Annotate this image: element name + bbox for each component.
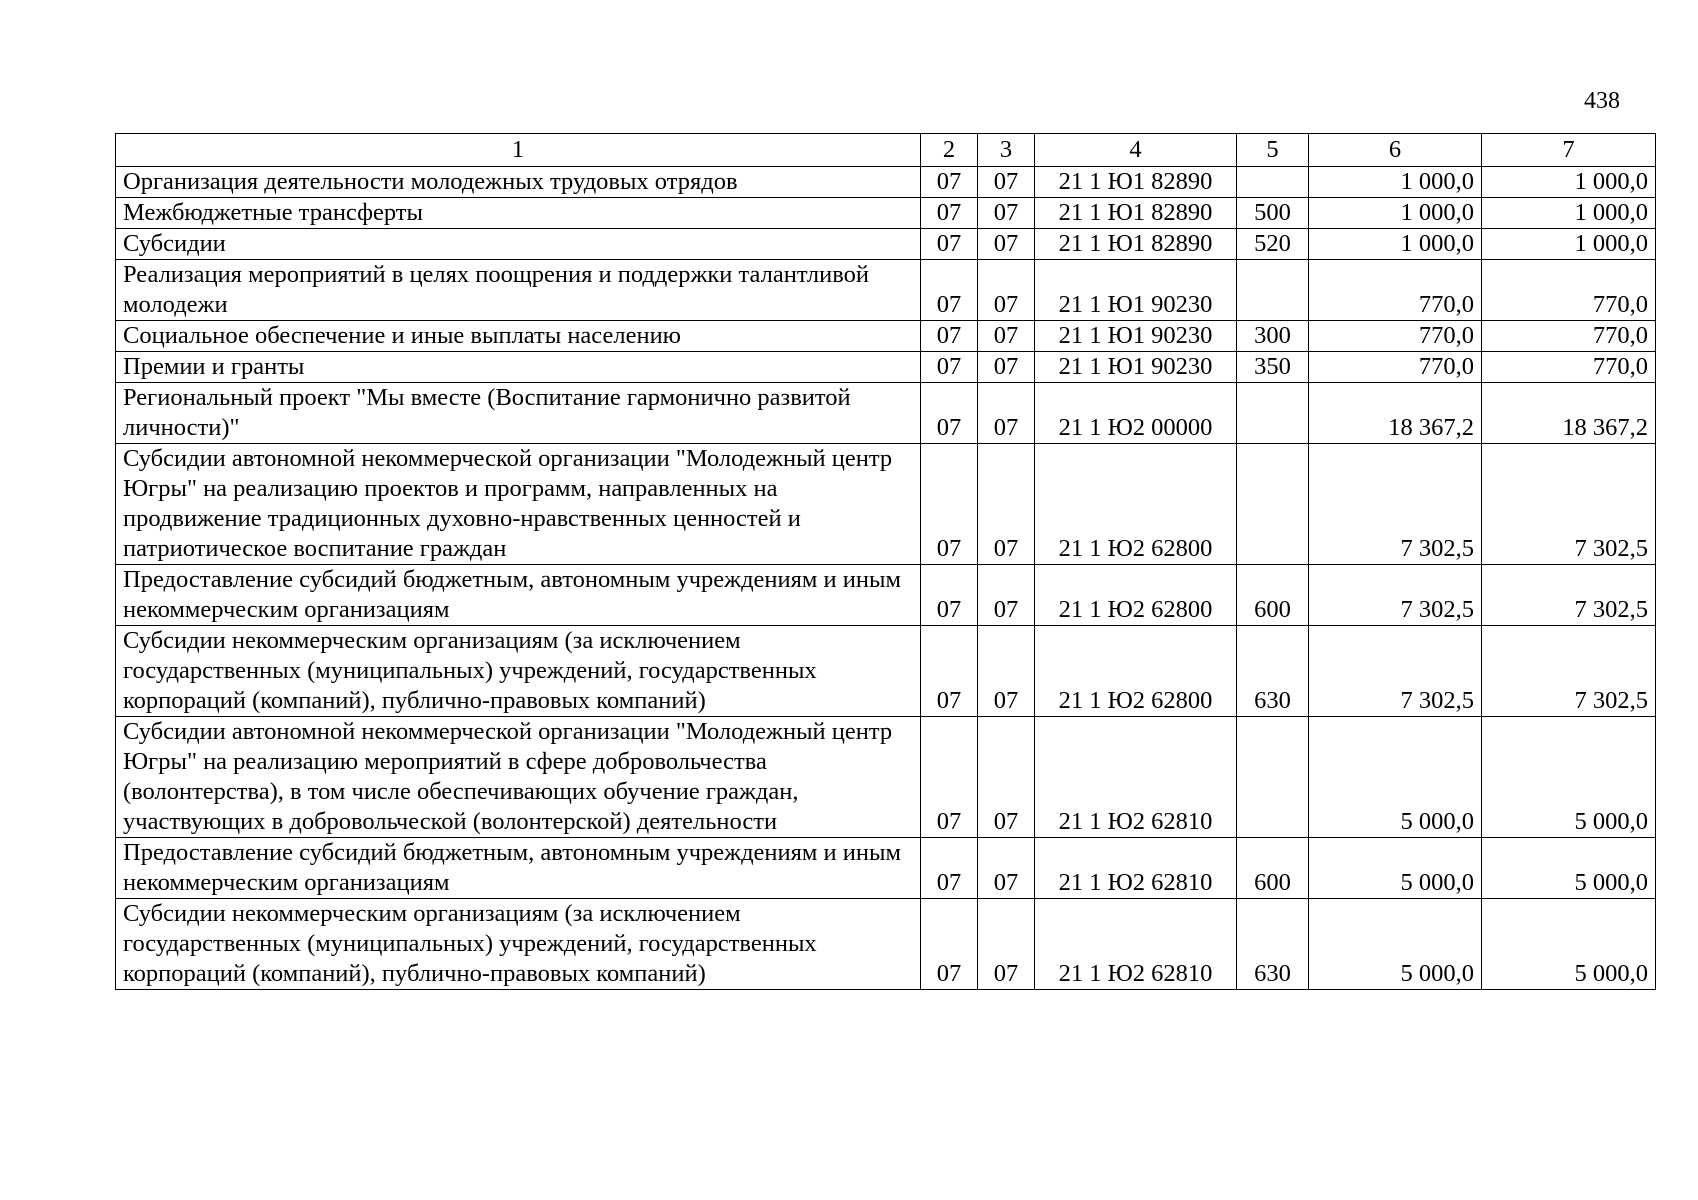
subsection-code: 07 bbox=[978, 899, 1035, 990]
row-name: Социальное обеспечение и иные выплаты населению bbox=[116, 321, 921, 352]
target-article-code: 21 1 Ю1 82890 bbox=[1035, 198, 1237, 229]
target-article-code: 21 1 Ю2 62800 bbox=[1035, 626, 1237, 717]
expense-type-code: 630 bbox=[1237, 626, 1309, 717]
row-name: Премии и гранты bbox=[116, 352, 921, 383]
subsection-code: 07 bbox=[978, 383, 1035, 444]
amount-col-7: 18 367,2 bbox=[1482, 383, 1656, 444]
table-row bbox=[116, 383, 1656, 444]
row-name: Субсидии некоммерческим организациям (за исключением государственных (муниципальных) учреждений, государственных корпораций (компаний), публично-правовых компаний) bbox=[116, 626, 921, 717]
amount-col-7: 770,0 bbox=[1482, 260, 1656, 321]
section-code: 07 bbox=[921, 167, 978, 198]
amount-col-6: 5 000,0 bbox=[1309, 899, 1482, 990]
amount-col-7: 5 000,0 bbox=[1482, 899, 1656, 990]
section-code: 07 bbox=[921, 717, 978, 838]
section-code: 07 bbox=[921, 899, 978, 990]
subsection-code: 07 bbox=[978, 352, 1035, 383]
table-row bbox=[116, 321, 1656, 352]
expense-type-code: 630 bbox=[1237, 899, 1309, 990]
table-row bbox=[116, 717, 1656, 838]
column-header-2: 2 bbox=[921, 134, 978, 167]
subsection-code: 07 bbox=[978, 198, 1035, 229]
amount-col-7: 7 302,5 bbox=[1482, 444, 1656, 565]
row-name: Субсидии автономной некоммерческой организации "Молодежный центр Югры" на реализацию проектов и программ, направленных на продвижение традиционных духовно-нравственных ценностей и патриотическое воспитание граждан bbox=[116, 444, 921, 565]
amount-col-6: 7 302,5 bbox=[1309, 565, 1482, 626]
subsection-code: 07 bbox=[978, 838, 1035, 899]
expense-type-code bbox=[1237, 717, 1309, 838]
amount-col-6: 18 367,2 bbox=[1309, 383, 1482, 444]
table-row bbox=[116, 198, 1656, 229]
target-article-code: 21 1 Ю1 90230 bbox=[1035, 260, 1237, 321]
amount-col-7: 5 000,0 bbox=[1482, 838, 1656, 899]
amount-col-7: 5 000,0 bbox=[1482, 717, 1656, 838]
column-header-1: 1 bbox=[116, 134, 921, 167]
amount-col-7: 1 000,0 bbox=[1482, 229, 1656, 260]
expense-type-code: 500 bbox=[1237, 198, 1309, 229]
amount-col-6: 1 000,0 bbox=[1309, 167, 1482, 198]
amount-col-7: 7 302,5 bbox=[1482, 626, 1656, 717]
row-name: Организация деятельности молодежных трудовых отрядов bbox=[116, 167, 921, 198]
target-article-code: 21 1 Ю1 82890 bbox=[1035, 167, 1237, 198]
table-row bbox=[116, 565, 1656, 626]
target-article-code: 21 1 Ю2 00000 bbox=[1035, 383, 1237, 444]
section-code: 07 bbox=[921, 838, 978, 899]
expense-type-code bbox=[1237, 260, 1309, 321]
amount-col-7: 1 000,0 bbox=[1482, 167, 1656, 198]
amount-col-6: 770,0 bbox=[1309, 352, 1482, 383]
target-article-code: 21 1 Ю2 62810 bbox=[1035, 899, 1237, 990]
target-article-code: 21 1 Ю2 62810 bbox=[1035, 838, 1237, 899]
subsection-code: 07 bbox=[978, 565, 1035, 626]
header-row bbox=[116, 134, 1656, 167]
target-article-code: 21 1 Ю1 82890 bbox=[1035, 229, 1237, 260]
amount-col-6: 1 000,0 bbox=[1309, 198, 1482, 229]
target-article-code: 21 1 Ю2 62810 bbox=[1035, 717, 1237, 838]
row-name: Субсидии bbox=[116, 229, 921, 260]
row-name: Субсидии некоммерческим организациям (за исключением государственных (муниципальных) учреждений, государственных корпораций (компаний), публично-правовых компаний) bbox=[116, 899, 921, 990]
row-name: Реализация мероприятий в целях поощрения и поддержки талантливой молодежи bbox=[116, 260, 921, 321]
table-row bbox=[116, 167, 1656, 198]
section-code: 07 bbox=[921, 383, 978, 444]
column-header-6: 6 bbox=[1309, 134, 1482, 167]
column-header-3: 3 bbox=[978, 134, 1035, 167]
target-article-code: 21 1 Ю2 62800 bbox=[1035, 444, 1237, 565]
section-code: 07 bbox=[921, 352, 978, 383]
amount-col-6: 7 302,5 bbox=[1309, 444, 1482, 565]
expense-type-code: 520 bbox=[1237, 229, 1309, 260]
expense-type-code: 350 bbox=[1237, 352, 1309, 383]
column-header-7: 7 bbox=[1482, 134, 1656, 167]
target-article-code: 21 1 Ю1 90230 bbox=[1035, 352, 1237, 383]
amount-col-6: 1 000,0 bbox=[1309, 229, 1482, 260]
row-name: Предоставление субсидий бюджетным, автономным учреждениям и иным некоммерческим организациям bbox=[116, 838, 921, 899]
row-name: Предоставление субсидий бюджетным, автономным учреждениям и иным некоммерческим организациям bbox=[116, 565, 921, 626]
subsection-code: 07 bbox=[978, 260, 1035, 321]
budget-table bbox=[115, 133, 1656, 990]
table-row bbox=[116, 899, 1656, 990]
section-code: 07 bbox=[921, 626, 978, 717]
section-code: 07 bbox=[921, 198, 978, 229]
amount-col-6: 770,0 bbox=[1309, 321, 1482, 352]
target-article-code: 21 1 Ю2 62800 bbox=[1035, 565, 1237, 626]
amount-col-7: 770,0 bbox=[1482, 321, 1656, 352]
subsection-code: 07 bbox=[978, 229, 1035, 260]
row-name: Субсидии автономной некоммерческой организации "Молодежный центр Югры" на реализацию мероприятий в сфере добровольчества (волонтерства), в том числе обеспечивающих обучение граждан, участвующих в добровольческой (волонтерской) деятельности bbox=[116, 717, 921, 838]
page-number: 438 bbox=[1584, 88, 1620, 114]
subsection-code: 07 bbox=[978, 444, 1035, 565]
subsection-code: 07 bbox=[978, 717, 1035, 838]
table-row bbox=[116, 444, 1656, 565]
column-header-4: 4 bbox=[1035, 134, 1237, 167]
section-code: 07 bbox=[921, 321, 978, 352]
section-code: 07 bbox=[921, 229, 978, 260]
table-row bbox=[116, 260, 1656, 321]
expense-type-code: 600 bbox=[1237, 838, 1309, 899]
target-article-code: 21 1 Ю1 90230 bbox=[1035, 321, 1237, 352]
amount-col-7: 770,0 bbox=[1482, 352, 1656, 383]
subsection-code: 07 bbox=[978, 321, 1035, 352]
amount-col-6: 5 000,0 bbox=[1309, 838, 1482, 899]
row-name: Межбюджетные трансферты bbox=[116, 198, 921, 229]
expense-type-code bbox=[1237, 444, 1309, 565]
table-row bbox=[116, 838, 1656, 899]
subsection-code: 07 bbox=[978, 626, 1035, 717]
table-row bbox=[116, 229, 1656, 260]
amount-col-7: 7 302,5 bbox=[1482, 565, 1656, 626]
table-row bbox=[116, 352, 1656, 383]
amount-col-6: 770,0 bbox=[1309, 260, 1482, 321]
section-code: 07 bbox=[921, 565, 978, 626]
row-name: Региональный проект "Мы вместе (Воспитание гармонично развитой личности)" bbox=[116, 383, 921, 444]
amount-col-6: 7 302,5 bbox=[1309, 626, 1482, 717]
amount-col-7: 1 000,0 bbox=[1482, 198, 1656, 229]
amount-col-6: 5 000,0 bbox=[1309, 717, 1482, 838]
expense-type-code bbox=[1237, 167, 1309, 198]
section-code: 07 bbox=[921, 444, 978, 565]
subsection-code: 07 bbox=[978, 167, 1035, 198]
expense-type-code: 600 bbox=[1237, 565, 1309, 626]
column-header-5: 5 bbox=[1237, 134, 1309, 167]
expense-type-code: 300 bbox=[1237, 321, 1309, 352]
section-code: 07 bbox=[921, 260, 978, 321]
table-row bbox=[116, 626, 1656, 717]
expense-type-code bbox=[1237, 383, 1309, 444]
